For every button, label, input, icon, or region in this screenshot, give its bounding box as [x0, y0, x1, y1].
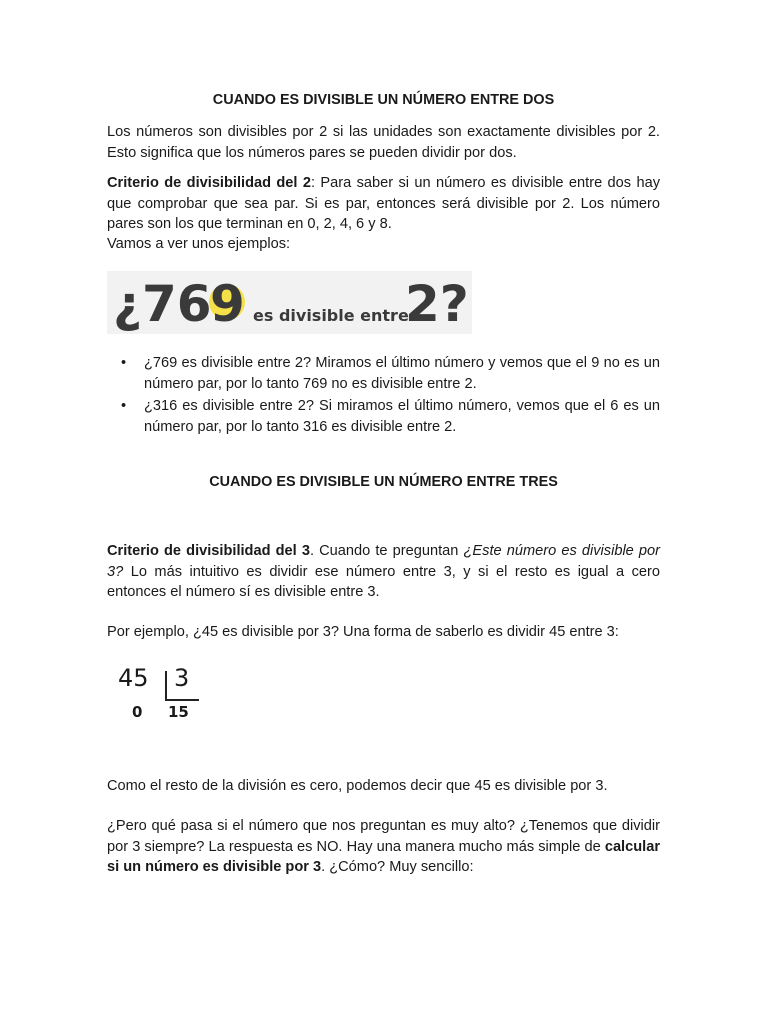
examples-list	[107, 353, 660, 439]
question-pre: ¿Pero qué pasa si el número que nos preguntan es muy alto? ¿Tenemos que dividir por 3 siempre? La respuesta es NO. Hay una manera mucho más simple de	[107, 818, 660, 855]
banner-middle-text: es divisible entre	[253, 306, 409, 325]
divisor: 3	[174, 664, 190, 692]
section-title-divisible-by-two: CUANDO ES DIVISIBLE UN NÚMERO ENTRE DOS	[212, 92, 555, 108]
division-vertical-line	[165, 671, 167, 701]
criterion-three-paragraph	[107, 541, 660, 603]
banner-highlight-digit: 9	[210, 275, 245, 333]
bullet-marker: •	[121, 398, 127, 414]
banner-question-open: ¿76	[113, 275, 212, 333]
criterion-two-paragraph	[107, 173, 660, 235]
example-paragraph: Por ejemplo, ¿45 es divisible por 3? Una forma de saberlo es dividir 45 entre 3:	[107, 624, 619, 640]
banner-end-text: 2?	[405, 275, 469, 333]
criterion-three-label: Criterio de divisibilidad del 3	[107, 543, 310, 559]
list-item-text: ¿769 es divisible entre 2? Miramos el último número y vemos que el 9 no es un número par, por lo tanto 769 no es divisible entre 2.	[144, 355, 660, 392]
question-paragraph	[107, 816, 660, 878]
conclusion-paragraph: Como el resto de la división es cero, podemos decir que 45 es divisible por 3.	[107, 778, 608, 794]
dividend: 45	[118, 664, 149, 692]
example-banner-image	[107, 271, 472, 334]
criterion-two-label: Criterio de divisibilidad del 2	[107, 175, 311, 191]
examples-intro: Vamos a ver unos ejemplos:	[107, 236, 291, 252]
intro-paragraph: Los números son divisibles por 2 si las unidades son exactamente divisibles por 2. Esto significa que los números pares se pueden dividir por dos.	[107, 124, 660, 161]
list-item	[107, 353, 660, 394]
criterion-three-question: ¿Este número es divisible por 3?	[107, 543, 661, 580]
criterion-two-text: : Para saber si un número es divisible entre dos hay que comprobar que sea par. Si es par, entonces será divisible por 2. Los número pares son los que terminan en 0, 2, 4, 6 y 8.	[107, 175, 660, 232]
criterion-three-post: Lo más intuitivo es dividir ese número entre 3, y si el resto es igual a cero entonces el número sí es divisible entre 3.	[107, 563, 660, 600]
criterion-three-pre: . Cuando te preguntan	[309, 543, 464, 559]
list-item	[107, 396, 660, 437]
bullet-marker: •	[121, 355, 127, 371]
section-title-divisible-by-three: CUANDO ES DIVISIBLE UN NÚMERO ENTRE TRES	[209, 474, 558, 490]
division-horizontal-line	[165, 699, 199, 701]
list-item-text: ¿316 es divisible entre 2? Si miramos el último número, vemos que el 6 es un número par, por lo tanto 316 es divisible entre 2.	[144, 398, 660, 435]
quotient: 15	[168, 703, 189, 721]
question-post: . ¿Cómo? Muy sencillo:	[321, 859, 474, 875]
long-division-figure	[118, 664, 218, 728]
question-bold: calcular si un número es divisible por 3	[107, 838, 660, 875]
remainder: 0	[132, 703, 143, 721]
